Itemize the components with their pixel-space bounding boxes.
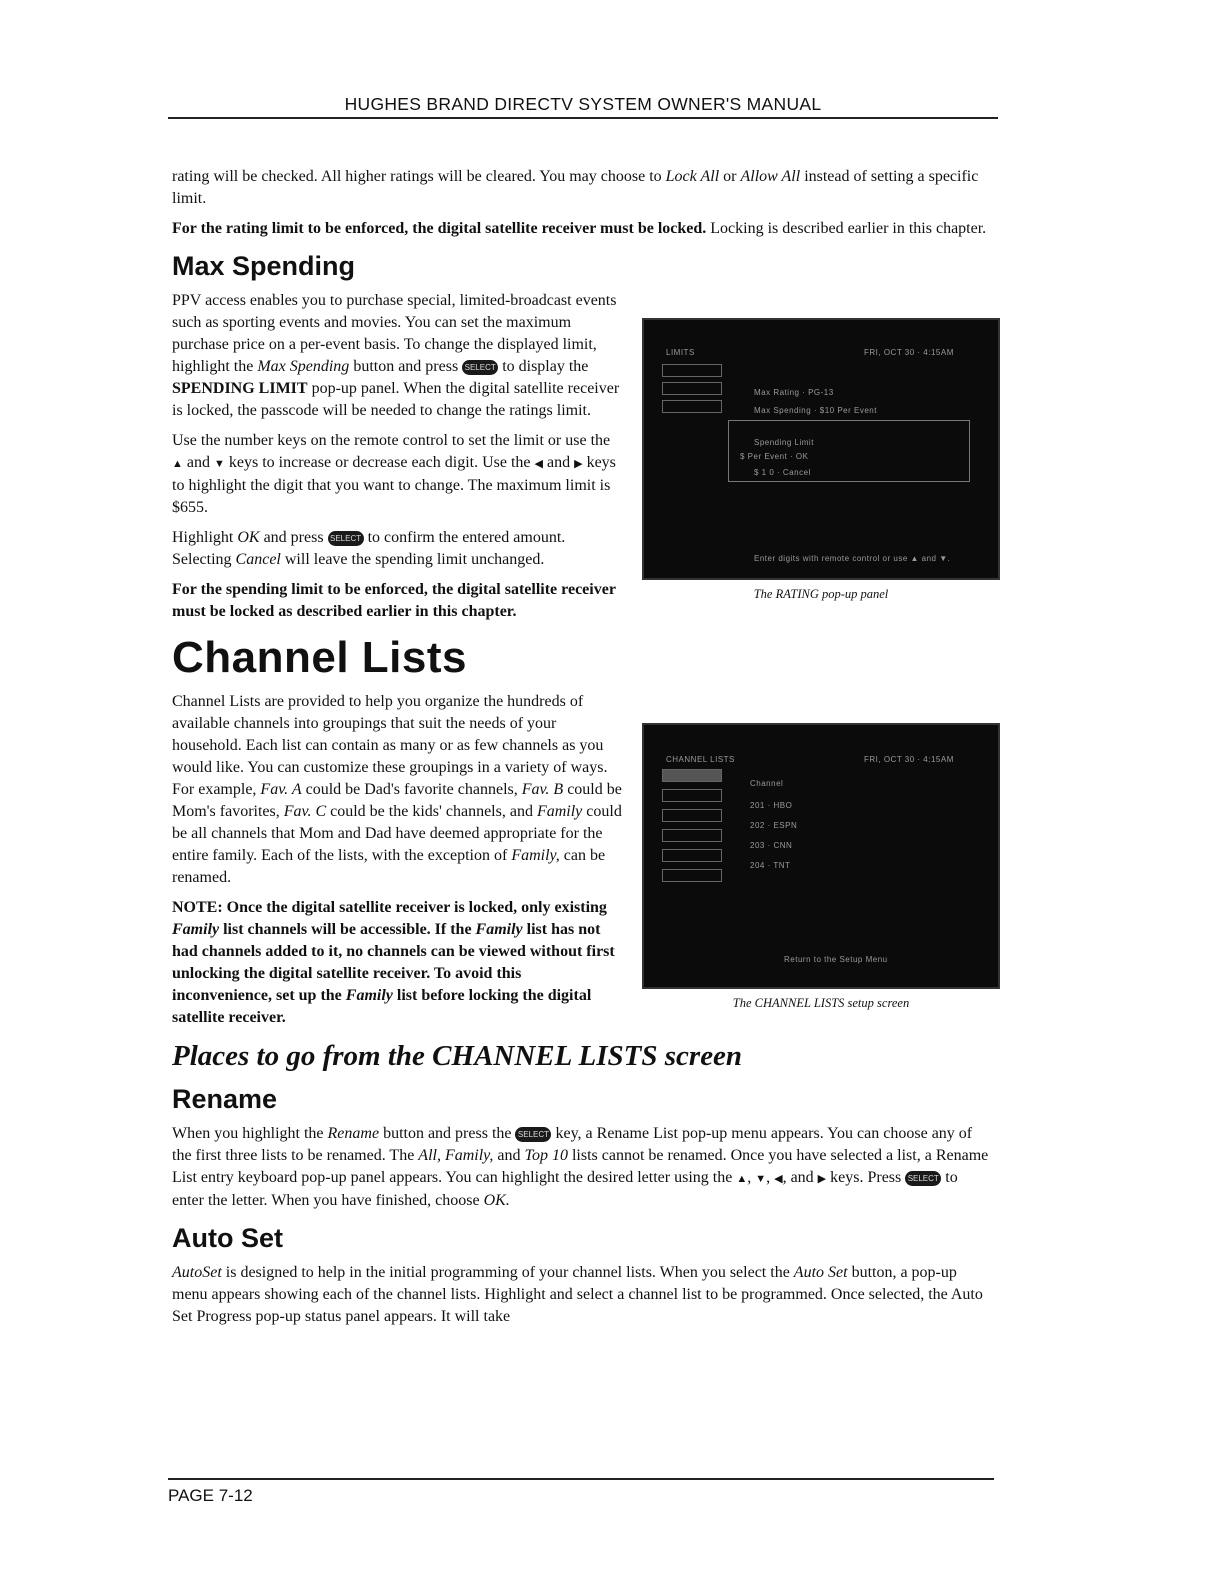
screen-button <box>662 769 722 782</box>
down-arrow-icon: ▼ <box>755 1173 767 1185</box>
text-auto-set: Auto Set <box>793 1264 848 1281</box>
text: , <box>766 1169 775 1186</box>
text: When you highlight the <box>172 1125 328 1142</box>
screen-text: 201 · HBO <box>750 801 793 810</box>
up-arrow-icon: ▲ <box>736 1173 748 1185</box>
text: could be Dad's favorite channels, <box>301 781 522 798</box>
spending-limit-note: For the spending limit to be enforced, the digital satellite receiver must be locked as described earlier in this chapter. <box>172 581 616 620</box>
screen-button <box>662 382 722 395</box>
bold-text: For the rating limit to be enforced, the digital satellite receiver must be locked. <box>172 220 707 237</box>
max-spending-heading: Max Spending <box>172 251 356 281</box>
intro-paragraph <box>172 166 992 210</box>
screen-text: 202 · ESPN <box>750 821 798 830</box>
page-footer <box>168 1478 994 1506</box>
auto-set-paragraph <box>172 1262 992 1328</box>
text: rating will be checked. All higher ratings will be cleared. You may choose to <box>172 168 666 185</box>
rating-figure <box>642 318 1000 605</box>
auto-set-heading: Auto Set <box>172 1223 283 1253</box>
text-fav-c: Fav. C <box>283 803 327 820</box>
text: , and <box>782 1169 818 1186</box>
select-key-icon: SELECT <box>905 1171 941 1186</box>
text: or <box>719 168 741 185</box>
text: Channel Lists are provided to help you organize the hundreds of available channels into groupings that suit the needs of your household. Each list can contain as many or as few channels as you would like. You can customize these groupings in a variety of ways. For example, <box>172 693 608 798</box>
text: to enter the letter. When you have finished, choose <box>172 1169 958 1209</box>
text: list channels will be accessible. If the <box>219 921 476 938</box>
text: is designed to help in the initial programming of your channel lists. When you select the <box>221 1264 794 1281</box>
text-allow-all: Allow All <box>740 168 801 185</box>
screen-button <box>662 789 722 802</box>
down-arrow-icon: ▼ <box>214 458 225 470</box>
text-family: Family <box>345 987 393 1004</box>
text-fav-b: Fav. B <box>521 781 564 798</box>
screen-text: Channel <box>750 779 784 788</box>
text-autoset: AutoSet <box>172 1264 222 1281</box>
page-number: PAGE 7-12 <box>168 1486 253 1505</box>
select-key-icon: SELECT <box>328 531 364 546</box>
text-fav-a: Fav. A <box>260 781 302 798</box>
running-header <box>168 94 998 119</box>
figure-caption: The CHANNEL LISTS setup screen <box>732 996 910 1010</box>
rename-paragraph <box>172 1123 992 1212</box>
select-key-icon: SELECT <box>462 360 498 375</box>
screen-text: Max Spending · $10 Per Event <box>754 406 877 415</box>
manual-title: HUGHES BRAND DIRECTV SYSTEM OWNER'S MANUAL <box>344 94 822 114</box>
screen-text: Return to the Setup Menu <box>784 955 888 964</box>
text: Highlight <box>172 529 238 546</box>
text-spending-limit: SPENDING LIMIT <box>172 380 308 397</box>
left-arrow-icon: ◀ <box>534 458 543 470</box>
text: NOTE: Once the digital satellite receiver is locked, only existing <box>172 899 607 916</box>
text: button and press the <box>379 1125 516 1142</box>
text: PPV access enables you to purchase special, limited-broadcast events such as sporting events and movies. You can set the maximum purchase price on a per-event basis. To change the displayed limit, highlight the <box>172 292 617 375</box>
text-max-spending: Max Spending <box>257 358 350 375</box>
rename-heading: Rename <box>172 1084 278 1114</box>
screen-button <box>662 869 722 882</box>
text: keys. Press <box>826 1169 906 1186</box>
text-family: Family <box>475 921 523 938</box>
text: button and press <box>349 358 463 375</box>
text-top-10: Top 10 <box>524 1147 568 1164</box>
page-body <box>172 166 992 1336</box>
text: button, a pop-up menu appears showing each of the channel lists. Highlight and select a channel list to be programmed. Once selected, the Auto Set Progress pop-up status panel appears. It will take <box>172 1264 983 1325</box>
text: list before locking the digital satellite receiver. <box>172 987 592 1026</box>
text: to confirm the entered amount. Selecting <box>172 529 566 568</box>
text: instead of setting a specific limit. <box>172 168 979 207</box>
text-rename: Rename <box>327 1125 380 1142</box>
text: and <box>182 454 214 471</box>
channel-lists-screen-image <box>642 723 1000 989</box>
right-arrow-icon: ▶ <box>574 458 583 470</box>
select-key-icon: SELECT <box>515 1127 551 1142</box>
text: and <box>543 454 575 471</box>
text: could be Mom's favorites, <box>172 781 622 820</box>
text: list has not had channels added to it, no channels can be viewed without first unlocking the digital satellite receiver. To avoid this inconvenience, set up the <box>172 921 615 1004</box>
text: pop-up panel. When the digital satellite receiver is locked, the passcode will be needed to change the ratings limit. <box>172 380 620 419</box>
screen-text: Max Rating · PG-13 <box>754 388 834 397</box>
text: keys to increase or decrease each digit. Use the <box>224 454 535 471</box>
text-family: Family, <box>511 847 560 864</box>
figure-caption: The RATING pop-up panel <box>753 587 889 601</box>
text: key, a Rename List pop-up menu appears. You can choose any of the first three lists to be renamed. The <box>172 1125 973 1164</box>
text: will leave the spending limit unchanged. <box>280 551 545 568</box>
rating-limit-note <box>172 218 992 240</box>
screen-text: FRI, OCT 30 · 4:15AM <box>864 755 954 764</box>
text: to display the <box>498 358 589 375</box>
channel-lists-figure <box>642 723 1000 1014</box>
screen-text: 203 · CNN <box>750 841 793 850</box>
text-ok: OK <box>237 529 260 546</box>
text-family: Family <box>536 803 583 820</box>
text: , <box>747 1169 756 1186</box>
up-arrow-icon: ▲ <box>172 458 183 470</box>
screen-text: CHANNEL LISTS <box>666 755 735 764</box>
screen-text: Enter digits with remote control or use ▲ and ▼. <box>754 554 951 563</box>
screen-text: 204 · TNT <box>750 861 791 870</box>
text-all-family: All, Family, <box>418 1147 494 1164</box>
screen-text: $ Per Event · OK <box>740 452 809 461</box>
places-heading: Places to go from the CHANNEL LISTS screen <box>172 1040 743 1072</box>
rating-screen-image <box>642 318 1000 580</box>
text: and press <box>259 529 328 546</box>
screen-button <box>662 400 722 413</box>
screen-text: LIMITS <box>666 348 695 357</box>
text-cancel: Cancel <box>235 551 281 568</box>
channel-lists-heading: Channel Lists <box>172 633 467 682</box>
text-lock-all: Lock All <box>665 168 720 185</box>
screen-button <box>662 849 722 862</box>
text-family: Family <box>172 921 220 938</box>
text: keys to highlight the digit that you want to change. The maximum limit is $655. <box>172 454 616 516</box>
screen-button <box>662 809 722 822</box>
text: Locking is described earlier in this chapter. <box>706 220 987 237</box>
text-ok: OK. <box>483 1192 510 1209</box>
left-arrow-icon: ◀ <box>774 1173 783 1185</box>
screen-button <box>662 829 722 842</box>
screen-button <box>662 364 722 377</box>
right-arrow-icon: ▶ <box>817 1173 827 1185</box>
screen-text: Spending Limit <box>754 438 814 447</box>
text: could be the kids' channels, and <box>326 803 537 820</box>
text: and <box>493 1147 525 1164</box>
text: can be renamed. <box>172 847 606 886</box>
screen-text: $ 1 0 · Cancel <box>754 468 811 477</box>
text: Use the number keys on the remote control to set the limit or use the <box>172 432 611 449</box>
screen-text: FRI, OCT 30 · 4:15AM <box>864 348 954 357</box>
text: could be all channels that Mom and Dad have deemed appropriate for the entire family. Each of the lists, with the exception of <box>172 803 622 864</box>
text: lists cannot be renamed. Once you have selected a list, a Rename List entry keyboard pop-up panel appears. You can highlight the desired letter using the <box>172 1147 989 1186</box>
